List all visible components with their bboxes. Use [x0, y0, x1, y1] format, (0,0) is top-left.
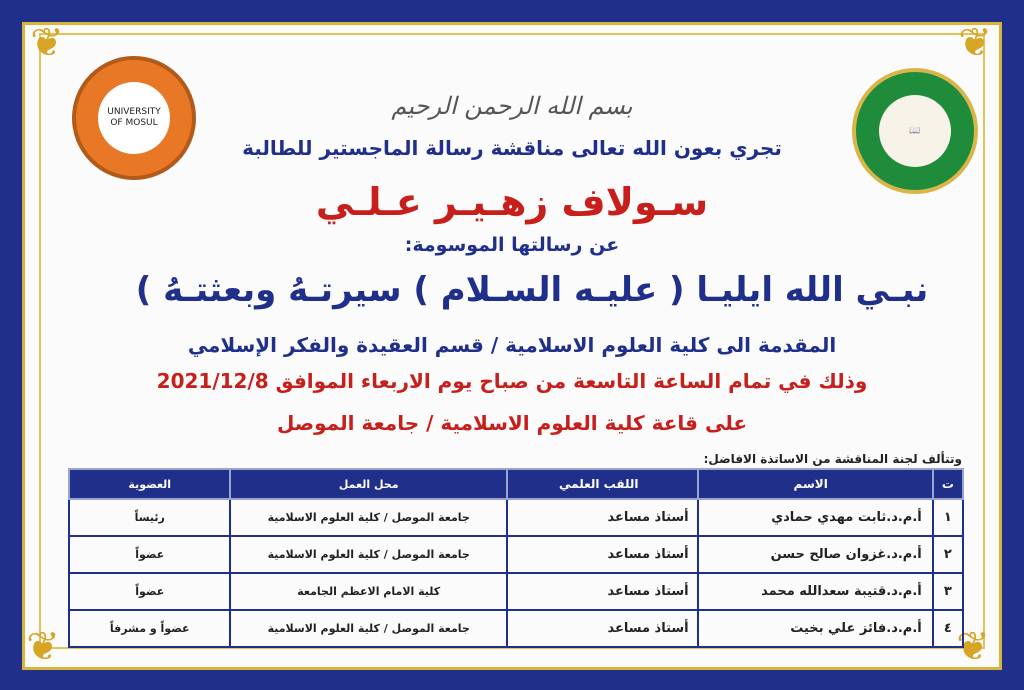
- committee-note: وتتألف لجنة المناقشة من الاساتذة الافاضل:: [703, 452, 962, 466]
- corner-ornament-icon: ❦: [30, 20, 64, 66]
- row-title: أستاذ مساعد: [507, 573, 698, 610]
- row-work: جامعة الموصل / كلية العلوم الاسلامية: [230, 610, 506, 647]
- header-title: اللقب العلمي: [507, 469, 698, 499]
- table-header-row: [69, 469, 963, 499]
- thesis-intro: عن رسالتها الموسومة:: [404, 234, 620, 256]
- row-role: رئيساً: [69, 499, 230, 536]
- header-name: الاسم: [698, 469, 933, 499]
- row-name: أ.م.د.فائز علي بخيت: [698, 610, 933, 647]
- table-row: [69, 536, 963, 573]
- datetime-line: وذلك في تمام الساعة التاسعة من صباح يوم الاربعاء الموافق 2021/12/8: [156, 369, 868, 393]
- university-of-mosul-logo: [72, 56, 196, 180]
- row-num: ١: [933, 499, 963, 536]
- row-name: أ.م.د.ثابت مهدي حمادي: [698, 499, 933, 536]
- thesis-title: نبـي الله ايليـا ( عليـه السـلام ) سيرتـهُ وبعثتـهُ ): [135, 270, 929, 310]
- header-num: ت: [933, 469, 963, 499]
- row-role: عضواً و مشرفاً: [69, 610, 230, 647]
- student-name: سـولاف زهـيـر عـلـي: [315, 180, 709, 224]
- row-name: أ.م.د.غزوان صالح حسن: [698, 536, 933, 573]
- book-icon: 📖: [879, 95, 951, 167]
- row-num: ٤: [933, 610, 963, 647]
- table-row: [69, 499, 963, 536]
- corner-ornament-icon: ❦: [26, 624, 60, 670]
- basmala: بسم الله الرحمن الرحيم: [391, 92, 633, 120]
- logo-left-text: UNIVERSITY OF MOSUL: [107, 107, 161, 128]
- announcement-intro: تجري بعون الله تعالى مناقشة رسالة الماجستير للطالبة: [242, 136, 782, 160]
- header-role: العضوية: [69, 469, 230, 499]
- venue-line: على قاعة كلية العلوم الاسلامية / جامعة الموصل: [276, 411, 748, 435]
- row-num: ٢: [933, 536, 963, 573]
- row-role: عضواً: [69, 536, 230, 573]
- row-work: جامعة الموصل / كلية العلوم الاسلامية: [230, 536, 506, 573]
- committee-table: [68, 468, 964, 648]
- row-name: أ.م.د.قتيبة سعدالله محمد: [698, 573, 933, 610]
- department-line: المقدمة الى كلية العلوم الاسلامية / قسم العقيدة والفكر الإسلامي: [187, 333, 837, 357]
- table-row: [69, 573, 963, 610]
- row-work: جامعة الموصل / كلية العلوم الاسلامية: [230, 499, 506, 536]
- college-of-islamic-sciences-logo: [852, 68, 978, 194]
- corner-ornament-icon: ❦: [956, 624, 990, 670]
- row-role: عضواً: [69, 573, 230, 610]
- table-row: [69, 610, 963, 647]
- row-work: كلية الامام الاعظم الجامعة: [230, 573, 506, 610]
- row-num: ٣: [933, 573, 963, 610]
- row-title: أستاذ مساعد: [507, 499, 698, 536]
- row-title: أستاذ مساعد: [507, 610, 698, 647]
- row-title: أستاذ مساعد: [507, 536, 698, 573]
- corner-ornament-icon: ❦: [958, 20, 992, 66]
- header-work: محل العمل: [230, 469, 506, 499]
